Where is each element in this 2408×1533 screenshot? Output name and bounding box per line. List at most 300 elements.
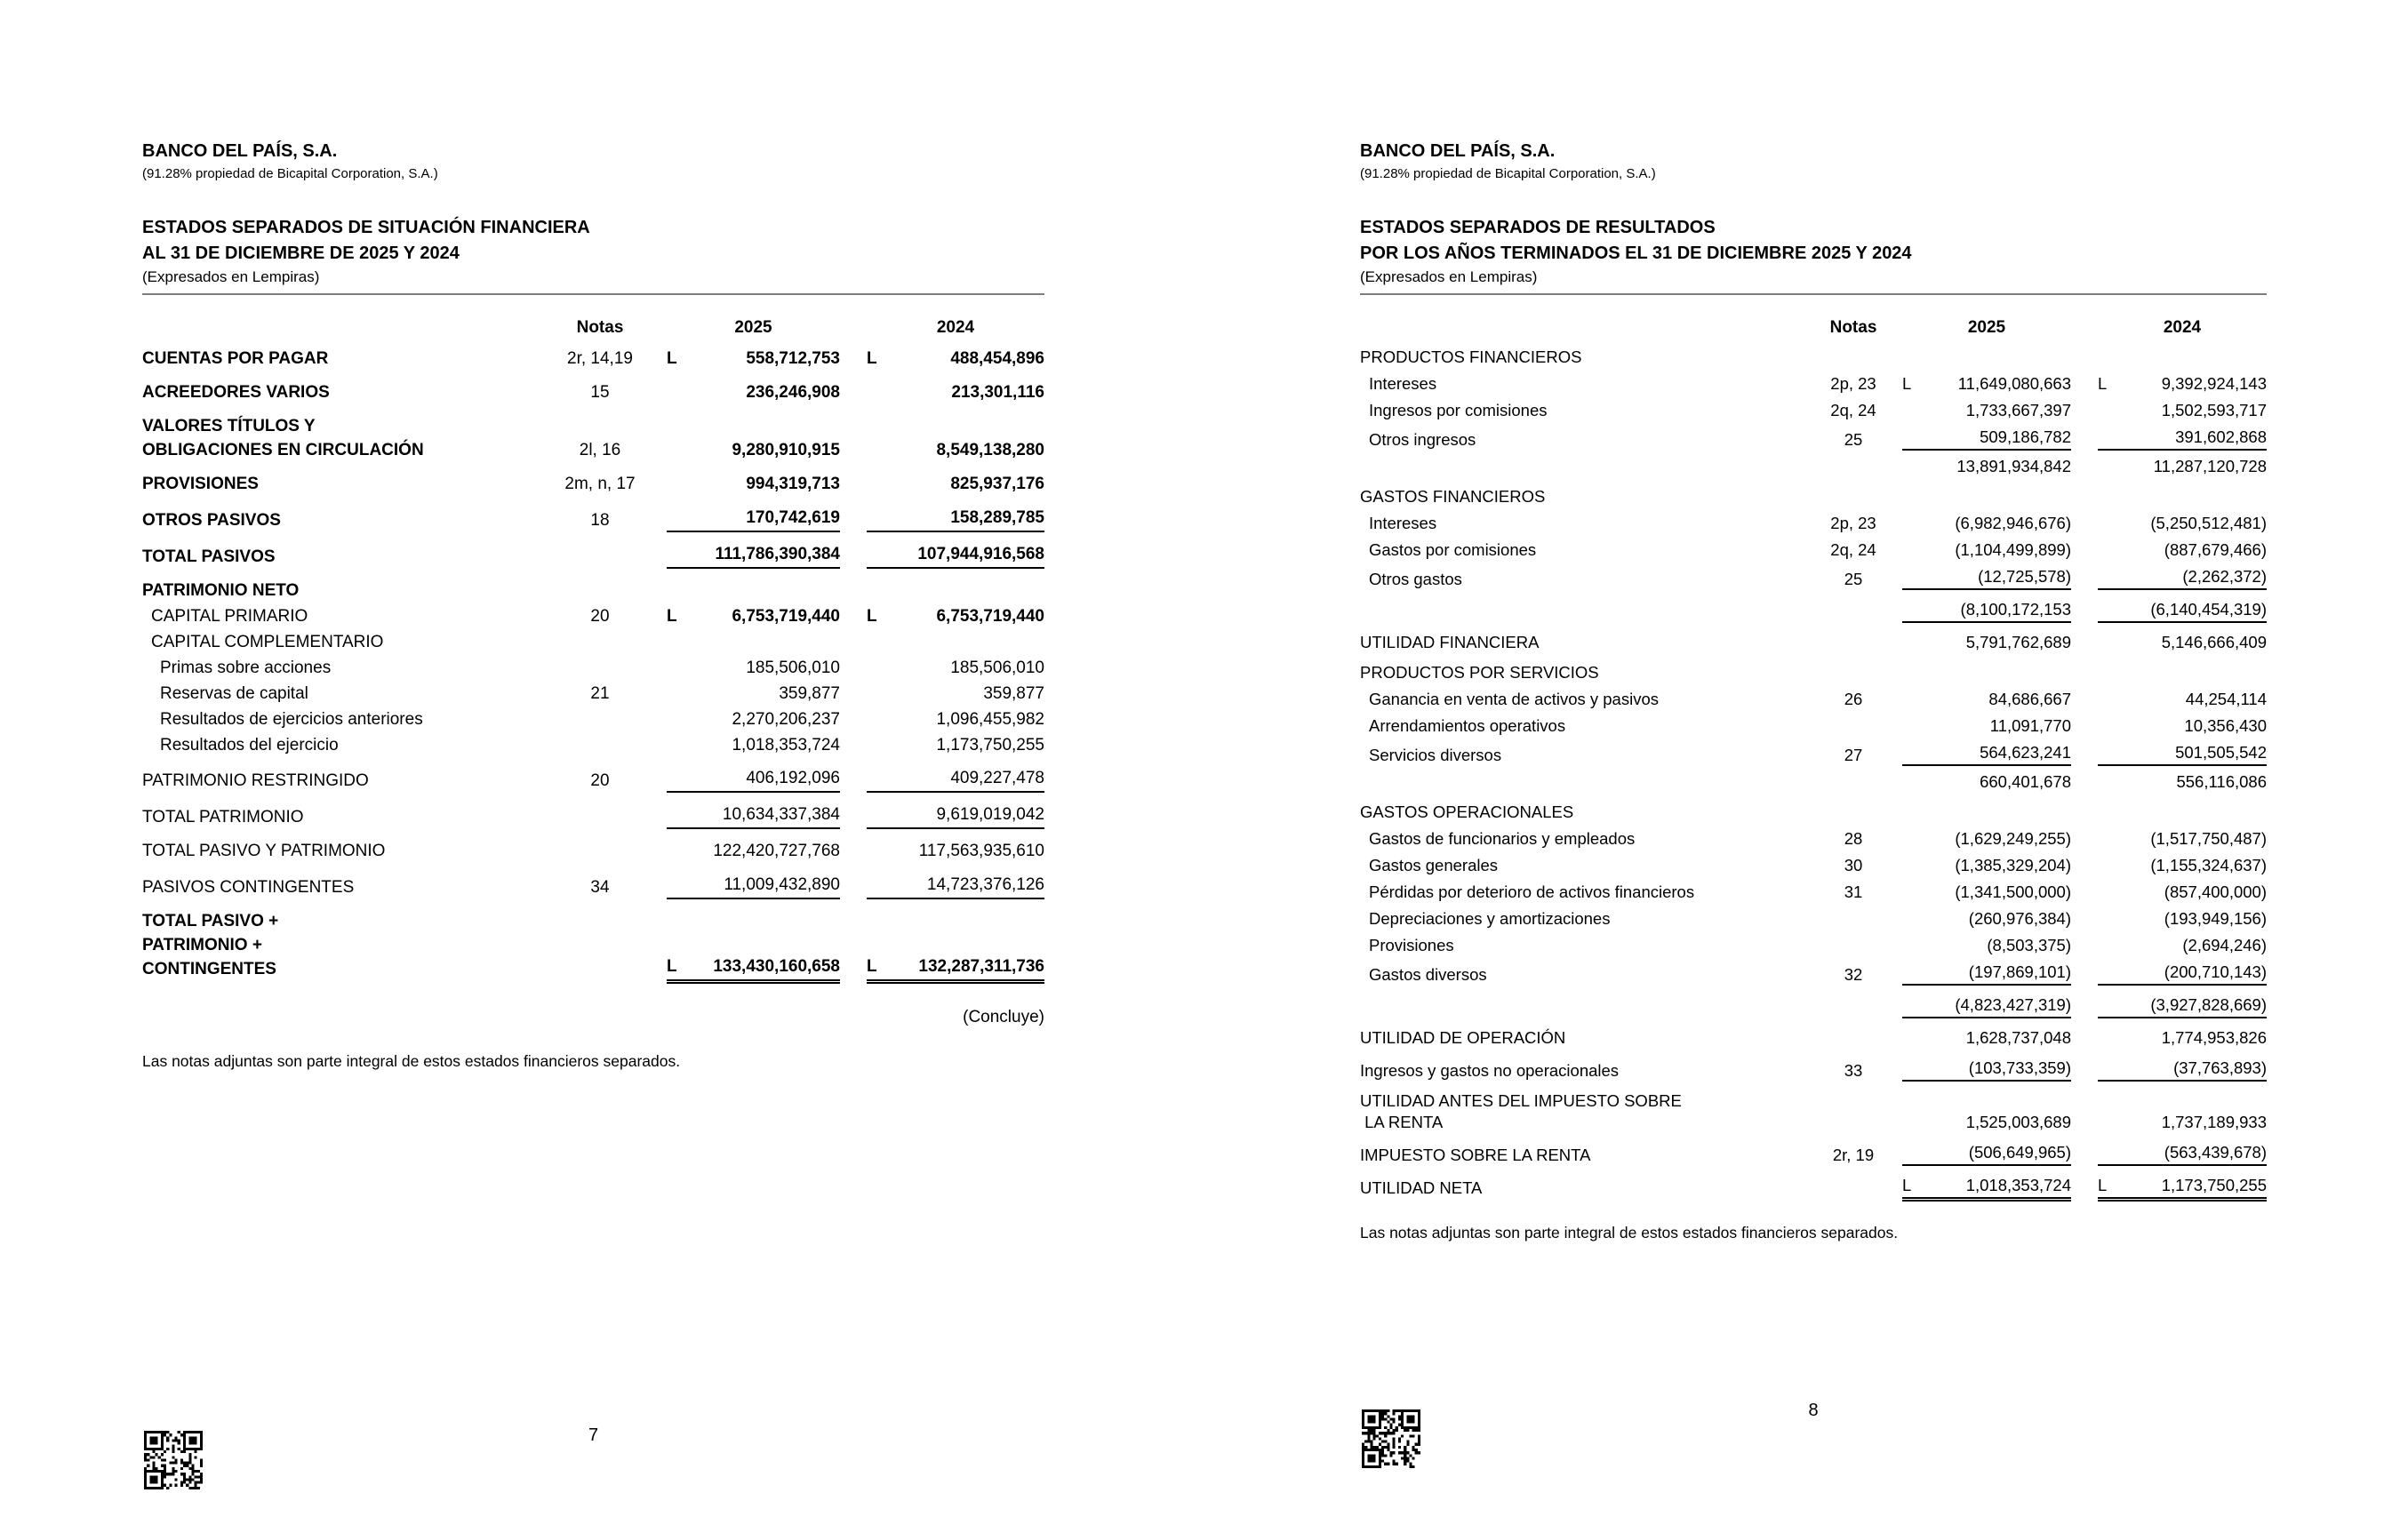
amount: 9,280,910,915 — [732, 441, 840, 459]
amount: 117,563,935,610 — [918, 842, 1044, 860]
amount: 10,634,337,384 — [722, 805, 840, 824]
column-header-2024: 2024 — [936, 318, 975, 337]
row-label — [1360, 1027, 1804, 1049]
statement-row — [142, 472, 1044, 496]
row-notes: 25 — [1844, 430, 1863, 449]
row-notes: 2r, 14,19 — [567, 349, 633, 368]
statement-row — [1360, 373, 2267, 395]
statement-row — [1360, 855, 2267, 876]
row-value-2025 — [1902, 1112, 2071, 1133]
row-label-line: OTROS PASIVOS — [142, 511, 281, 530]
row-label — [142, 839, 533, 863]
row-label-line: Arrendamientos operativos — [1369, 716, 1566, 735]
amount: (5,250,512,481) — [2150, 514, 2267, 532]
row-value-2025 — [1902, 1027, 2071, 1049]
statement-row — [142, 347, 1044, 371]
row-label — [1360, 347, 1804, 368]
row-notes: 25 — [1844, 570, 1863, 588]
page-number: 7 — [588, 1425, 599, 1445]
row-label-line: UTILIDAD NETA — [1360, 1178, 1483, 1197]
amount: 8,549,138,280 — [936, 441, 1044, 459]
row-label-line: PATRIMONIO NETO — [142, 581, 300, 600]
row-value-2024 — [867, 542, 1044, 569]
amount: 213,301,116 — [951, 383, 1044, 402]
row-value-2024 — [2098, 715, 2267, 737]
amount: (1,155,324,637) — [2150, 856, 2267, 874]
amount: 111,786,390,384 — [715, 545, 840, 563]
row-value-2024 — [2098, 689, 2267, 710]
amount: (6,982,946,676) — [1955, 514, 2071, 532]
row-value-2025 — [1902, 882, 2071, 903]
column-header-row — [142, 316, 1044, 339]
row-label-line: PATRIMONIO RESTRINGIDO — [142, 771, 369, 790]
row-value-2025 — [667, 472, 840, 496]
row-value-2025 — [667, 542, 840, 569]
statement-row — [142, 656, 1044, 680]
statement-row — [1360, 456, 2267, 477]
row-label — [142, 472, 533, 496]
amount: 1,096,455,982 — [936, 710, 1044, 729]
amount: 1,733,667,397 — [1965, 401, 2071, 419]
concluye-note: (Concluye) — [963, 1008, 1044, 1026]
amount: 1,502,593,717 — [2161, 401, 2267, 419]
row-label — [1360, 400, 1804, 421]
amount: (3,927,828,669) — [2150, 995, 2267, 1014]
row-label — [1360, 882, 1804, 903]
row-label-line: Gastos diversos — [1369, 965, 1487, 984]
currency-symbol: L — [667, 957, 677, 976]
row-value-2025 — [667, 682, 840, 706]
row-label — [142, 380, 533, 404]
amount: 170,742,619 — [746, 508, 840, 527]
company-name: BANCO DEL PAÍS, S.A. — [1360, 141, 1556, 161]
row-label-line: Intereses — [1369, 374, 1437, 393]
row-value-2024 — [2098, 1142, 2267, 1166]
row-label-line: Pérdidas por deterioro de activos financieros — [1369, 882, 1695, 901]
row-value-2024 — [2098, 566, 2267, 590]
amount: 107,944,916,568 — [917, 545, 1044, 563]
amount: 1,173,750,255 — [936, 736, 1044, 755]
row-label — [1360, 486, 1804, 507]
statement-row — [1360, 427, 2267, 451]
statement-row — [1360, 486, 2267, 507]
row-value-2025 — [1902, 1175, 2071, 1199]
amount: 9,392,924,143 — [2161, 374, 2267, 393]
row-label-line: PATRIMONIO + — [142, 936, 262, 954]
row-label — [142, 508, 533, 532]
amount: (37,763,893) — [2173, 1058, 2267, 1077]
row-label — [1360, 662, 1804, 683]
row-notes: 2q, 24 — [1830, 540, 1876, 559]
row-label — [142, 347, 533, 371]
row-value-2024 — [2098, 1112, 2267, 1133]
statement-title-line1: ESTADOS SEPARADOS DE RESULTADOS — [1360, 218, 1716, 237]
row-label-line: Reservas de capital — [160, 684, 308, 703]
row-label — [142, 707, 533, 731]
statement-row — [142, 909, 1044, 981]
row-notes: 15 — [590, 383, 610, 402]
statement-row — [142, 542, 1044, 569]
row-label — [142, 909, 533, 981]
row-value-2025 — [667, 954, 840, 981]
amount: 44,254,114 — [2185, 690, 2267, 708]
row-label-line: GASTOS OPERACIONALES — [1360, 802, 1574, 821]
row-label-line: CAPITAL COMPLEMENTARIO — [151, 633, 384, 651]
row-label — [142, 579, 533, 603]
row-label — [1360, 745, 1804, 766]
row-value-2024 — [867, 380, 1044, 404]
amount: 2,270,206,237 — [732, 710, 840, 729]
statement-row — [1360, 742, 2267, 766]
row-label-line: PRODUCTOS FINANCIEROS — [1360, 347, 1582, 366]
amount: 133,430,160,658 — [713, 957, 840, 976]
row-value-2025 — [1902, 599, 2071, 623]
row-notes: 31 — [1844, 882, 1863, 901]
company-name: BANCO DEL PAÍS, S.A. — [142, 141, 338, 161]
column-header-2024: 2024 — [2163, 318, 2202, 337]
income-statement-page — [1360, 140, 2267, 1243]
row-notes: 2r, 19 — [1832, 1146, 1875, 1164]
notes-footnote: Las notas adjuntas son parte integral de estos estados financieros separados. — [142, 1052, 681, 1070]
statement-row — [142, 707, 1044, 731]
column-header-row — [1360, 316, 2267, 339]
statement-title-line2: POR LOS AÑOS TERMINADOS EL 31 DE DICIEMBRE 2025 Y 2024 — [1360, 244, 1912, 263]
column-header-notes: Notas — [576, 318, 624, 337]
row-value-2024 — [867, 707, 1044, 731]
statement-row — [1360, 908, 2267, 930]
column-header-2025: 2025 — [734, 318, 772, 337]
row-label — [1360, 855, 1804, 876]
amount: (1,385,329,204) — [1955, 856, 2071, 874]
ownership-note: (91.28% propiedad de Bicapital Corporation, S.A.) — [1360, 166, 1656, 181]
row-notes: 2m, n, 17 — [564, 475, 636, 493]
row-label — [1360, 1060, 1804, 1082]
amount: 1,173,750,255 — [2161, 1176, 2267, 1194]
row-label-line: PASIVOS CONTINGENTES — [142, 878, 355, 897]
currency-symbol: L — [1902, 1176, 1912, 1194]
currency-symbol: L — [1902, 374, 1912, 393]
statement-row — [1360, 1142, 2267, 1166]
row-label-line: Intereses — [1369, 514, 1437, 532]
statement-row — [1360, 539, 2267, 561]
row-value-2025 — [1902, 1058, 2071, 1082]
statement-row — [1360, 994, 2267, 1018]
row-value-2024 — [867, 766, 1044, 793]
row-label — [1360, 632, 1804, 653]
row-value-2024 — [2098, 882, 2267, 903]
statement-title-line1: ESTADOS SEPARADOS DE SITUACIÓN FINANCIERA — [142, 218, 590, 237]
row-value-2025 — [667, 766, 840, 793]
row-label-line: CUENTAS POR PAGAR — [142, 349, 329, 368]
row-label-line: OBLIGACIONES EN CIRCULACIÓN — [142, 441, 424, 459]
amount: 825,937,176 — [950, 475, 1044, 493]
row-value-2025 — [667, 656, 840, 680]
row-label-line: PRODUCTOS POR SERVICIOS — [1360, 663, 1599, 682]
statement-row — [1360, 689, 2267, 710]
statement-row — [1360, 599, 2267, 623]
amount: (260,976,384) — [1968, 909, 2071, 928]
row-notes: 2p, 23 — [1830, 514, 1876, 532]
statement-row — [1360, 347, 2267, 368]
row-label-line: Otros gastos — [1369, 570, 1462, 588]
row-notes: 2q, 24 — [1830, 401, 1876, 419]
row-value-2024 — [2098, 632, 2267, 653]
statement-row — [142, 733, 1044, 757]
statement-row — [1360, 632, 2267, 653]
row-notes: 20 — [590, 607, 610, 626]
row-value-2024 — [867, 802, 1044, 829]
row-value-2024 — [867, 472, 1044, 496]
amount: 556,116,086 — [2176, 772, 2267, 791]
row-label — [1360, 802, 1804, 823]
row-label — [142, 630, 533, 654]
row-label — [142, 733, 533, 757]
income-statement-rows — [1360, 347, 2267, 1199]
row-notes: 26 — [1844, 690, 1863, 708]
row-value-2024 — [2098, 908, 2267, 930]
row-label-line: TOTAL PASIVOS — [142, 547, 276, 566]
row-label-line: TOTAL PATRIMONIO — [142, 808, 304, 826]
statement-row — [1360, 935, 2267, 956]
row-value-2025 — [667, 707, 840, 731]
row-label — [1360, 1178, 1804, 1199]
row-value-2025 — [667, 733, 840, 757]
statement-row — [142, 766, 1044, 793]
row-label — [1360, 373, 1804, 395]
statement-row — [142, 579, 1044, 603]
row-value-2024 — [2098, 828, 2267, 850]
row-value-2025 — [1902, 1142, 2071, 1166]
amount: 10,356,430 — [2184, 716, 2267, 735]
amount: 406,192,096 — [746, 769, 840, 787]
amount: 122,420,727,768 — [713, 842, 840, 860]
row-label — [1360, 1145, 1804, 1166]
row-label — [142, 875, 533, 899]
row-value-2025 — [667, 873, 840, 899]
statement-row — [142, 380, 1044, 404]
amount: (197,869,101) — [1968, 962, 2071, 981]
row-notes: 18 — [590, 511, 610, 530]
amount: 236,246,908 — [746, 383, 840, 402]
row-value-2024 — [2098, 513, 2267, 534]
row-label — [1360, 1090, 1804, 1133]
amount: 501,505,542 — [2175, 743, 2267, 762]
statement-row — [1360, 1175, 2267, 1199]
statement-title-line2: AL 31 DE DICIEMBRE DE 2025 Y 2024 — [142, 244, 460, 263]
amount: (887,679,466) — [2164, 540, 2267, 559]
row-label — [1360, 429, 1804, 451]
amount: (193,949,156) — [2164, 909, 2267, 928]
row-label-line: ACREEDORES VARIOS — [142, 383, 330, 402]
amount: (1,104,499,899) — [1955, 540, 2071, 559]
header-rule — [142, 293, 1044, 295]
row-value-2025 — [1902, 373, 2071, 395]
row-value-2025 — [1902, 456, 2071, 477]
amount: 11,091,770 — [1989, 716, 2071, 735]
amount: 6,753,719,440 — [732, 607, 840, 626]
row-value-2024 — [2098, 599, 2267, 623]
row-label — [142, 545, 533, 569]
amount: 1,525,003,689 — [1965, 1113, 2071, 1131]
amount: 11,287,120,728 — [2153, 457, 2267, 475]
amount: 5,146,666,409 — [2161, 633, 2267, 651]
row-value-2024 — [867, 656, 1044, 680]
currency-symbol: L — [867, 607, 877, 626]
amount: 11,649,080,663 — [1957, 374, 2071, 393]
row-label-line: Ingresos y gastos no operacionales — [1360, 1061, 1620, 1080]
row-value-2025 — [667, 347, 840, 371]
amount: 564,623,241 — [1980, 743, 2071, 762]
row-value-2025 — [667, 506, 840, 532]
amount: (12,725,578) — [1978, 567, 2071, 586]
row-value-2025 — [667, 839, 840, 863]
row-notes: 27 — [1844, 746, 1863, 764]
currency-symbol: L — [667, 349, 677, 368]
row-label-line: LA RENTA — [1360, 1113, 1444, 1131]
statement-row — [1360, 566, 2267, 590]
ownership-note: (91.28% propiedad de Bicapital Corporation, S.A.) — [142, 166, 438, 181]
row-value-2024 — [867, 682, 1044, 706]
header-rule — [1360, 293, 2267, 295]
amount: (1,341,500,000) — [1955, 882, 2071, 901]
row-notes: 20 — [590, 771, 610, 790]
row-label-line: TOTAL PASIVO + — [142, 912, 279, 930]
currency-note: (Expresados en Lempiras) — [142, 268, 320, 285]
row-label-line: Otros ingresos — [1369, 430, 1476, 449]
row-value-2025 — [1902, 427, 2071, 451]
statement-row — [1360, 1090, 2267, 1133]
amount: 409,227,478 — [950, 769, 1044, 787]
row-label-line: Resultados del ejercicio — [160, 736, 339, 755]
row-value-2024 — [2098, 373, 2267, 395]
amount: (103,733,359) — [1968, 1058, 2071, 1077]
row-value-2024 — [867, 873, 1044, 899]
row-value-2024 — [867, 347, 1044, 371]
statement-row — [1360, 715, 2267, 737]
row-value-2025 — [1902, 771, 2071, 793]
row-label-line: UTILIDAD ANTES DEL IMPUESTO SOBRE — [1360, 1091, 1682, 1110]
statement-row — [142, 414, 1044, 462]
row-label-line: Gastos por comisiones — [1369, 540, 1537, 559]
row-value-2025 — [1902, 828, 2071, 850]
row-label — [142, 805, 533, 829]
row-label-line: Provisiones — [1369, 936, 1454, 954]
row-value-2024 — [2098, 962, 2267, 986]
row-label — [1360, 964, 1804, 986]
amount: 1,628,737,048 — [1965, 1028, 2071, 1047]
amount: 1,774,953,826 — [2161, 1028, 2267, 1047]
amount: (200,710,143) — [2164, 962, 2267, 981]
row-label-line: UTILIDAD FINANCIERA — [1360, 633, 1540, 651]
row-value-2024 — [867, 839, 1044, 863]
amount: (1,517,750,487) — [2150, 829, 2267, 848]
statement-row — [1360, 828, 2267, 850]
row-label — [1360, 569, 1804, 590]
row-notes: 30 — [1844, 856, 1863, 874]
row-label — [1360, 715, 1804, 737]
row-value-2024 — [867, 733, 1044, 757]
amount: (1,629,249,255) — [1955, 829, 2071, 848]
amount: (8,100,172,153 — [1960, 600, 2071, 619]
amount: 558,712,753 — [746, 349, 840, 368]
row-value-2024 — [2098, 771, 2267, 793]
row-label-line: GASTOS FINANCIEROS — [1360, 487, 1546, 506]
currency-symbol: L — [867, 349, 877, 368]
amount: (6,140,454,319) — [2150, 600, 2267, 619]
row-label — [142, 414, 533, 462]
amount: 84,686,667 — [1988, 690, 2071, 708]
row-value-2024 — [2098, 400, 2267, 421]
column-header-notes: Notas — [1829, 318, 1877, 337]
amount: 5,791,762,689 — [1965, 633, 2071, 651]
row-value-2024 — [2098, 742, 2267, 766]
column-header-2025: 2025 — [1967, 318, 2006, 337]
row-value-2024 — [2098, 994, 2267, 1018]
row-notes: 21 — [590, 684, 610, 703]
row-value-2025 — [1902, 715, 2071, 737]
balance-sheet-rows — [142, 347, 1044, 981]
row-value-2025 — [1902, 855, 2071, 876]
row-label-line: CONTINGENTES — [142, 960, 276, 978]
balance-sheet-page — [142, 140, 1044, 1072]
amount: (4,823,427,319) — [1955, 995, 2071, 1014]
amount: 359,877 — [779, 684, 840, 703]
row-label-line: Primas sobre acciones — [160, 659, 332, 677]
row-notes: 28 — [1844, 829, 1863, 848]
row-value-2025 — [1902, 566, 2071, 590]
row-label — [142, 656, 533, 680]
row-value-2024 — [867, 506, 1044, 532]
row-value-2025 — [1902, 994, 2071, 1018]
amount: 132,287,311,736 — [918, 957, 1044, 976]
statement-row — [1360, 662, 2267, 683]
row-value-2024 — [867, 954, 1044, 981]
statement-row — [142, 873, 1044, 899]
row-label — [142, 604, 533, 628]
row-label — [1360, 828, 1804, 850]
row-label — [1360, 908, 1804, 930]
notes-footnote: Las notas adjuntas son parte integral de estos estados financieros separados. — [1360, 1224, 1899, 1242]
row-label — [1360, 539, 1804, 561]
amount: 185,506,010 — [950, 659, 1044, 677]
row-value-2025 — [667, 438, 840, 462]
row-value-2025 — [1902, 742, 2071, 766]
amount: (2,694,246) — [2182, 936, 2267, 954]
amount: 14,723,376,126 — [926, 875, 1044, 894]
row-value-2024 — [2098, 1175, 2267, 1199]
row-value-2025 — [1902, 908, 2071, 930]
row-label-line: IMPUESTO SOBRE LA RENTA — [1360, 1146, 1591, 1164]
row-value-2025 — [1902, 689, 2071, 710]
currency-symbol: L — [2098, 374, 2108, 393]
amount: 185,506,010 — [746, 659, 840, 677]
row-label — [1360, 689, 1804, 710]
row-label-line: VALORES TÍTULOS Y — [142, 417, 316, 435]
statement-row — [1360, 771, 2267, 793]
row-value-2024 — [2098, 1027, 2267, 1049]
currency-symbol: L — [2098, 1176, 2108, 1194]
amount: 1,018,353,724 — [1965, 1176, 2071, 1194]
row-value-2024 — [867, 604, 1044, 628]
statement-row — [1360, 400, 2267, 421]
row-value-2024 — [2098, 456, 2267, 477]
statement-row — [1360, 802, 2267, 823]
statement-row — [142, 802, 1044, 829]
statement-row — [142, 839, 1044, 863]
statement-row — [1360, 513, 2267, 534]
currency-note: (Expresados en Lempiras) — [1360, 268, 1538, 285]
amount: (8,503,375) — [1987, 936, 2071, 954]
